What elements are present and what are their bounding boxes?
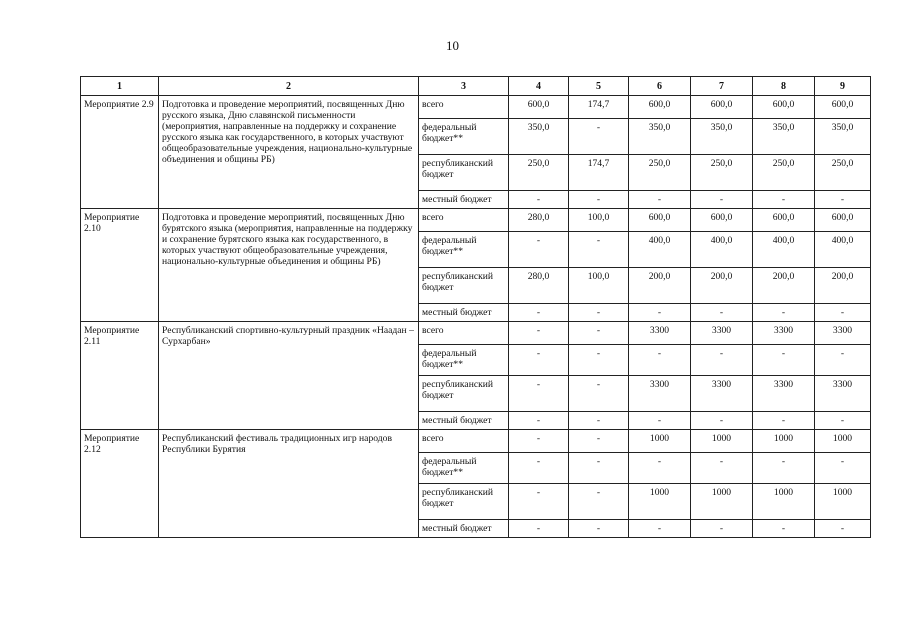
col-header-5: 5: [569, 77, 629, 96]
amount-cell: -: [753, 412, 815, 430]
activity-code: Мероприятие 2.10: [81, 209, 159, 322]
funding-source: местный бюджет: [419, 412, 509, 430]
activity-description: Подготовка и проведение мероприятий, посвященных Дню русского языка, Дню славянской письменности (мероприятия, направленные на поддержку и сохранение русского языка как государственного, в которых участвуют общеобразовательные учреждения, национально-культурные объединения и общины РБ): [159, 96, 419, 209]
amount-cell: 250,0: [815, 155, 871, 191]
amount-cell: 400,0: [629, 232, 691, 268]
funding-source: республиканский бюджет: [419, 376, 509, 412]
amount-cell: -: [509, 430, 569, 453]
funding-source: федеральный бюджет**: [419, 119, 509, 155]
amount-cell: 3300: [753, 322, 815, 345]
amount-cell: -: [509, 304, 569, 322]
funding-source: всего: [419, 430, 509, 453]
amount-cell: 3300: [753, 376, 815, 412]
activity-description: Республиканский фестиваль традиционных игр народов Республики Бурятия: [159, 430, 419, 538]
activity-code: Мероприятие 2.11: [81, 322, 159, 430]
amount-cell: -: [691, 345, 753, 376]
amount-cell: -: [569, 376, 629, 412]
amount-cell: 350,0: [753, 119, 815, 155]
amount-cell: -: [691, 520, 753, 538]
amount-cell: -: [629, 412, 691, 430]
amount-cell: 3300: [815, 322, 871, 345]
amount-cell: 600,0: [815, 96, 871, 119]
amount-cell: 100,0: [569, 209, 629, 232]
amount-cell: -: [753, 191, 815, 209]
amount-cell: -: [509, 484, 569, 520]
funding-source: всего: [419, 209, 509, 232]
amount-cell: -: [815, 453, 871, 484]
amount-cell: 600,0: [753, 209, 815, 232]
amount-cell: -: [509, 232, 569, 268]
amount-cell: -: [509, 453, 569, 484]
amount-cell: 200,0: [691, 268, 753, 304]
col-header-8: 8: [753, 77, 815, 96]
col-header-7: 7: [691, 77, 753, 96]
amount-cell: -: [509, 520, 569, 538]
amount-cell: 1000: [691, 484, 753, 520]
amount-cell: 600,0: [815, 209, 871, 232]
amount-cell: -: [753, 520, 815, 538]
amount-cell: 250,0: [629, 155, 691, 191]
amount-cell: 250,0: [691, 155, 753, 191]
amount-cell: 250,0: [753, 155, 815, 191]
amount-cell: 1000: [815, 484, 871, 520]
funding-source: республиканский бюджет: [419, 484, 509, 520]
funding-source: местный бюджет: [419, 520, 509, 538]
amount-cell: 1000: [629, 484, 691, 520]
funding-source: федеральный бюджет**: [419, 453, 509, 484]
col-header-2: 2: [159, 77, 419, 96]
amount-cell: 200,0: [815, 268, 871, 304]
amount-cell: 174,7: [569, 96, 629, 119]
amount-cell: -: [629, 520, 691, 538]
amount-cell: 1000: [691, 430, 753, 453]
amount-cell: 174,7: [569, 155, 629, 191]
budget-table: [80, 76, 871, 538]
amount-cell: 250,0: [509, 155, 569, 191]
table-body: [81, 96, 871, 538]
amount-cell: 1000: [815, 430, 871, 453]
amount-cell: -: [815, 304, 871, 322]
amount-cell: 3300: [691, 322, 753, 345]
amount-cell: -: [629, 191, 691, 209]
amount-cell: -: [691, 191, 753, 209]
amount-cell: -: [753, 345, 815, 376]
funding-source: местный бюджет: [419, 304, 509, 322]
funding-source: всего: [419, 322, 509, 345]
amount-cell: -: [691, 412, 753, 430]
amount-cell: 3300: [629, 376, 691, 412]
activity-code: Мероприятие 2.12: [81, 430, 159, 538]
funding-source: федеральный бюджет**: [419, 345, 509, 376]
amount-cell: -: [629, 304, 691, 322]
amount-cell: -: [509, 191, 569, 209]
amount-cell: 350,0: [509, 119, 569, 155]
funding-source: республиканский бюджет: [419, 155, 509, 191]
page-number: 10: [446, 38, 459, 53]
amount-cell: -: [753, 304, 815, 322]
col-header-9: 9: [815, 77, 871, 96]
col-header-3: 3: [419, 77, 509, 96]
activity-description: Подготовка и проведение мероприятий, посвященных Дню бурятского языка (мероприятия, направленные на поддержку и сохранение бурятского языка как государственного, в которых участвуют общеобразовательные учреждения, национально-культурные объединения и общины РБ): [159, 209, 419, 322]
amount-cell: -: [569, 119, 629, 155]
amount-cell: -: [509, 322, 569, 345]
amount-cell: -: [509, 412, 569, 430]
amount-cell: -: [569, 430, 629, 453]
amount-cell: 350,0: [691, 119, 753, 155]
amount-cell: 600,0: [691, 96, 753, 119]
amount-cell: 350,0: [815, 119, 871, 155]
amount-cell: -: [691, 304, 753, 322]
amount-cell: -: [509, 376, 569, 412]
amount-cell: 350,0: [629, 119, 691, 155]
table-row: [81, 96, 871, 119]
amount-cell: 400,0: [691, 232, 753, 268]
amount-cell: -: [569, 232, 629, 268]
amount-cell: -: [569, 412, 629, 430]
amount-cell: 400,0: [753, 232, 815, 268]
activity-description: Республиканский спортивно-культурный праздник «Наадан – Сурхарбан»: [159, 322, 419, 430]
amount-cell: 3300: [815, 376, 871, 412]
amount-cell: -: [569, 345, 629, 376]
funding-source: местный бюджет: [419, 191, 509, 209]
amount-cell: 600,0: [691, 209, 753, 232]
amount-cell: 600,0: [629, 96, 691, 119]
col-header-1: 1: [81, 77, 159, 96]
amount-cell: -: [629, 345, 691, 376]
amount-cell: 100,0: [569, 268, 629, 304]
amount-cell: -: [815, 412, 871, 430]
amount-cell: -: [815, 520, 871, 538]
amount-cell: 1000: [629, 430, 691, 453]
amount-cell: 400,0: [815, 232, 871, 268]
amount-cell: -: [569, 191, 629, 209]
table-row: [81, 430, 871, 453]
amount-cell: -: [569, 322, 629, 345]
amount-cell: -: [509, 345, 569, 376]
amount-cell: 3300: [629, 322, 691, 345]
funding-source: всего: [419, 96, 509, 119]
header-row: [81, 77, 871, 96]
amount-cell: 1000: [753, 430, 815, 453]
amount-cell: -: [569, 520, 629, 538]
amount-cell: -: [815, 191, 871, 209]
amount-cell: 200,0: [753, 268, 815, 304]
funding-source: республиканский бюджет: [419, 268, 509, 304]
amount-cell: -: [569, 484, 629, 520]
amount-cell: -: [569, 453, 629, 484]
amount-cell: 280,0: [509, 209, 569, 232]
amount-cell: 1000: [753, 484, 815, 520]
amount-cell: 600,0: [509, 96, 569, 119]
amount-cell: -: [569, 304, 629, 322]
amount-cell: 280,0: [509, 268, 569, 304]
funding-source: федеральный бюджет**: [419, 232, 509, 268]
amount-cell: 200,0: [629, 268, 691, 304]
table-row: [81, 209, 871, 232]
amount-cell: 3300: [691, 376, 753, 412]
amount-cell: -: [691, 453, 753, 484]
activity-code: Мероприятие 2.9: [81, 96, 159, 209]
col-header-4: 4: [509, 77, 569, 96]
amount-cell: -: [629, 453, 691, 484]
amount-cell: 600,0: [629, 209, 691, 232]
col-header-6: 6: [629, 77, 691, 96]
amount-cell: -: [753, 453, 815, 484]
table-row: [81, 322, 871, 345]
amount-cell: 600,0: [753, 96, 815, 119]
amount-cell: -: [815, 345, 871, 376]
